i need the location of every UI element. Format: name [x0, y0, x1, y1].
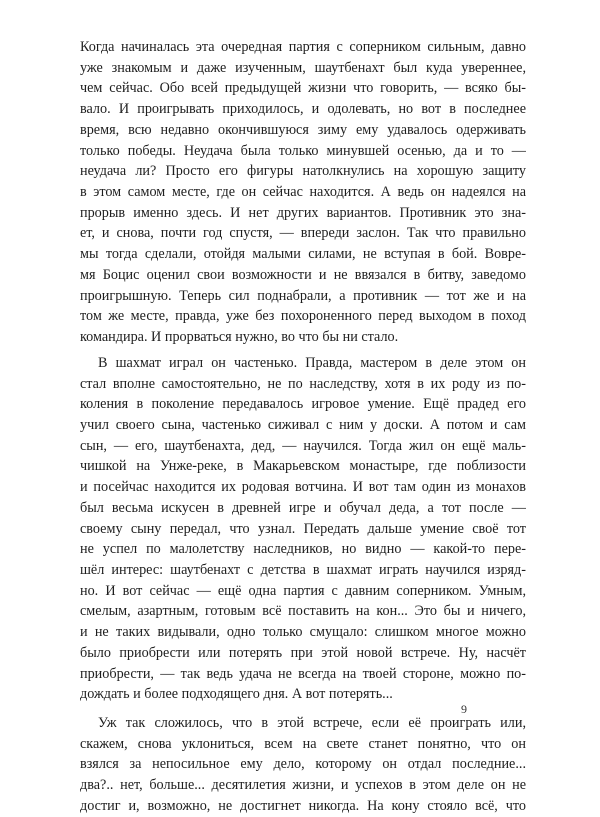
text-line: но. И вот сейчас — ещё одна партия с давним соперником. Умным,: [80, 582, 526, 599]
text-line: время, всю недавно окончившуюся зиму ему удавалось одерживать: [80, 121, 526, 138]
text-line: и не таких видывали, одно только смущало: слишком многое можно: [80, 624, 526, 641]
text-line: прорыв именно здесь. И нет других вариантов. Противник это зна-: [80, 204, 526, 221]
text-line: достиг и, возможно, не достигнет никогда. На кону стояло всё, что: [80, 797, 526, 814]
text-line: дождать и более подходящего дня. А вот потерять...: [80, 686, 393, 703]
text-line: был весьма искусен в древней игре и обучал деда, а тот после —: [80, 499, 526, 516]
text-line: было приобрести или потерять при этой новой встрече. Ну, насчёт: [80, 644, 526, 661]
text-line: и посейчас находится их родовая вотчина. И вот там один из монахов: [80, 479, 526, 496]
text-line: приобрести, — так ведь удача не всегда на твоей стороне, можно по-: [80, 665, 526, 682]
text-line: неудача ли? Просто его фигуры натолкнулись на хорошую защиту: [80, 163, 526, 180]
text-line: проигрышную. Теперь сил поднабрали, а противник — тот же и на: [80, 287, 526, 304]
text-line: сын, — его, шаутбенахта, дед, — научился. Тогда жил он ещё маль-: [80, 437, 526, 454]
paragraph: [80, 353, 526, 705]
text-line: В шахмат играл он частенько. Правда, мастером в деле этом он: [98, 354, 526, 371]
text-line: два?.. нет, больше... десятилетия жизни, и успехов в этом деле он не: [80, 777, 526, 794]
text-line: стал вполне самостоятельно, не по наследству, хотя в их роду из по-: [80, 375, 526, 392]
text-line: чем сейчас. Обо всей предыдущей жизни что говорить, — всяко бы-: [80, 80, 526, 97]
text-line: ет, и снова, почти год спустя, — впереди заслон. Так что правильно: [80, 225, 526, 242]
paragraph: [80, 37, 526, 348]
text-line: скажем, снова уклониться, всем на свете станет понятно, что он: [80, 735, 526, 752]
text-line: том же месте, правда, уже без похороненного перед выходом в поход: [80, 308, 526, 325]
text-line: уже знакомым и даже изученным, шаутбенахт был куда увереннее,: [80, 59, 526, 76]
text-line: мя Боцис оценил свои возможности и не ввязался в битву, заведомо: [80, 266, 526, 283]
text-line: в этом самом месте, где он сейчас находится. А ведь он надеялся на: [80, 184, 526, 201]
text-line: шёл интерес: шаутбенахт с детства в шахмат играть научился изряд-: [80, 561, 526, 578]
text-line: Уж так сложилось, что в этой встрече, если её проиграть или,: [98, 715, 526, 731]
text-line: взялся за непосильное ему дело, которому он отдал последние...: [80, 756, 526, 773]
page-number: 9: [461, 702, 467, 716]
text-line: чишкой на Унже-реке, в Макарьевском монастыре, где поблизости: [80, 458, 526, 475]
text-line: учил своего сына, частенько сиживал с ним у доски. А потом и сам: [80, 416, 526, 433]
text-line: смелым, азартным, готовым всё поставить на кон... Это бы и ничего,: [80, 603, 526, 620]
text-line: командира. И прорваться нужно, во что бы ни стало.: [80, 329, 399, 346]
text-line: мы тогда сделали, отойдя малыми силами, не вступая в бой. Вовре-: [80, 246, 526, 263]
paragraph: [80, 713, 526, 817]
text-line: своему сыну передал, что узнал. Передать дальше умение своё тот: [80, 520, 526, 537]
page-text: [80, 37, 526, 817]
text-line: коления в поколение передавалось игровое умение. Ещё прадед его: [80, 396, 526, 413]
text-line: вало. И проигрывать приходилось, и одолевать, но вот в последнее: [80, 101, 526, 118]
text-line: Когда начиналась эта очередная партия с соперником сильным, давно: [80, 39, 526, 55]
text-line: не успел по малолетству наследников, но видно — какой-то пере-: [80, 541, 526, 558]
text-line: только победы. Неудача была только минувшей осенью, да и то —: [80, 142, 526, 159]
